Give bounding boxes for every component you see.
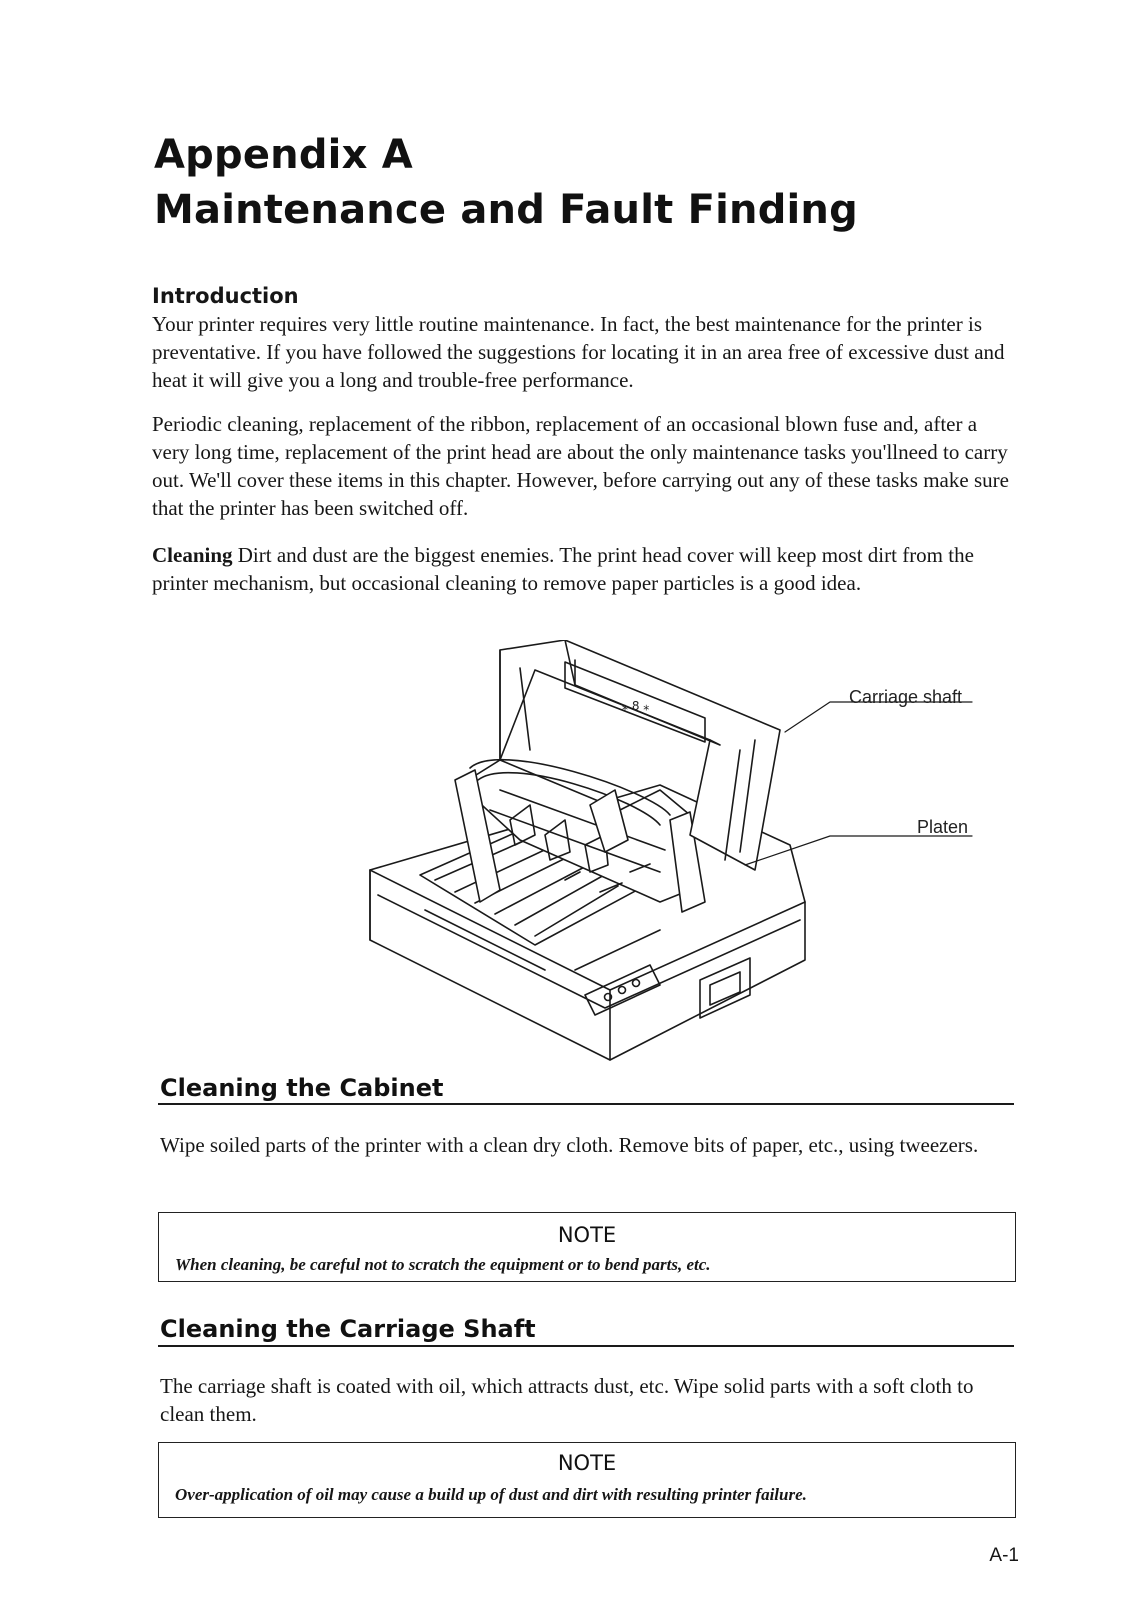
carriage-shaft-callout: Carriage shaft — [849, 687, 963, 707]
cabinet-section-title: Cleaning the Cabinet — [160, 1074, 444, 1102]
carriage-note-title: NOTE — [557, 1451, 617, 1475]
cleaning-label: Cleaning — [152, 543, 233, 567]
cleaning-text: Dirt and dust are the biggest enemies. The print head cover will keep most dirt from the printer mechanism, but occasional cleaning to remove paper particles is a good idea. — [152, 543, 974, 595]
printer-illustration — [360, 640, 1020, 1095]
cabinet-note-title: NOTE — [557, 1223, 617, 1247]
intro-paragraph-1: Your printer requires very little routine maintenance. In fact, the best maintenance for the printer is preventative. If you have followed the suggestions for locating it in an area free of excessive dust and heat it will give you a long and trouble-free performance. — [152, 312, 1005, 392]
platen-callout: Platen — [917, 817, 969, 837]
cabinet-note-box — [158, 1212, 1016, 1282]
chapter-title: Maintenance and Fault Finding — [154, 187, 858, 233]
carriage-section-title: Cleaning the Carriage Shaft — [160, 1315, 536, 1343]
cabinet-body: Wipe soiled parts of the printer with a clean dry cloth. Remove bits of paper, etc., using tweezers. — [160, 1133, 979, 1157]
page-number: A-1 — [989, 1545, 1019, 1566]
carriage-section-rule — [158, 1345, 1014, 1347]
appendix-label: Appendix A — [154, 132, 413, 178]
cabinet-note-text: When cleaning, be careful not to scratch the equipment or to bend parts, etc. — [175, 1255, 711, 1274]
carriage-body: The carriage shaft is coated with oil, which attracts dust, etc. Wipe solid parts with a soft cloth to clean them. — [160, 1374, 974, 1426]
carriage-note-text: Over-application of oil may cause a build up of dust and dirt with resulting printer failure. — [175, 1485, 807, 1504]
svg-text:⁎ 8 ⁎: ⁎ 8 ⁎ — [622, 699, 650, 713]
introduction-heading: Introduction — [152, 284, 299, 308]
cabinet-section-rule — [158, 1103, 1014, 1105]
cleaning-paragraph — [152, 541, 1012, 597]
intro-paragraph-2: Periodic cleaning, replacement of the ribbon, replacement of an occasional blown fuse and, after a very long time, replacement of the print head are about the only maintenance tasks you'llneed to carry out. We'll cover these items in this chapter. However, before carrying out any of these tasks make sure that the printer has been switched off. — [152, 412, 1009, 520]
carriage-note-box — [158, 1442, 1016, 1518]
